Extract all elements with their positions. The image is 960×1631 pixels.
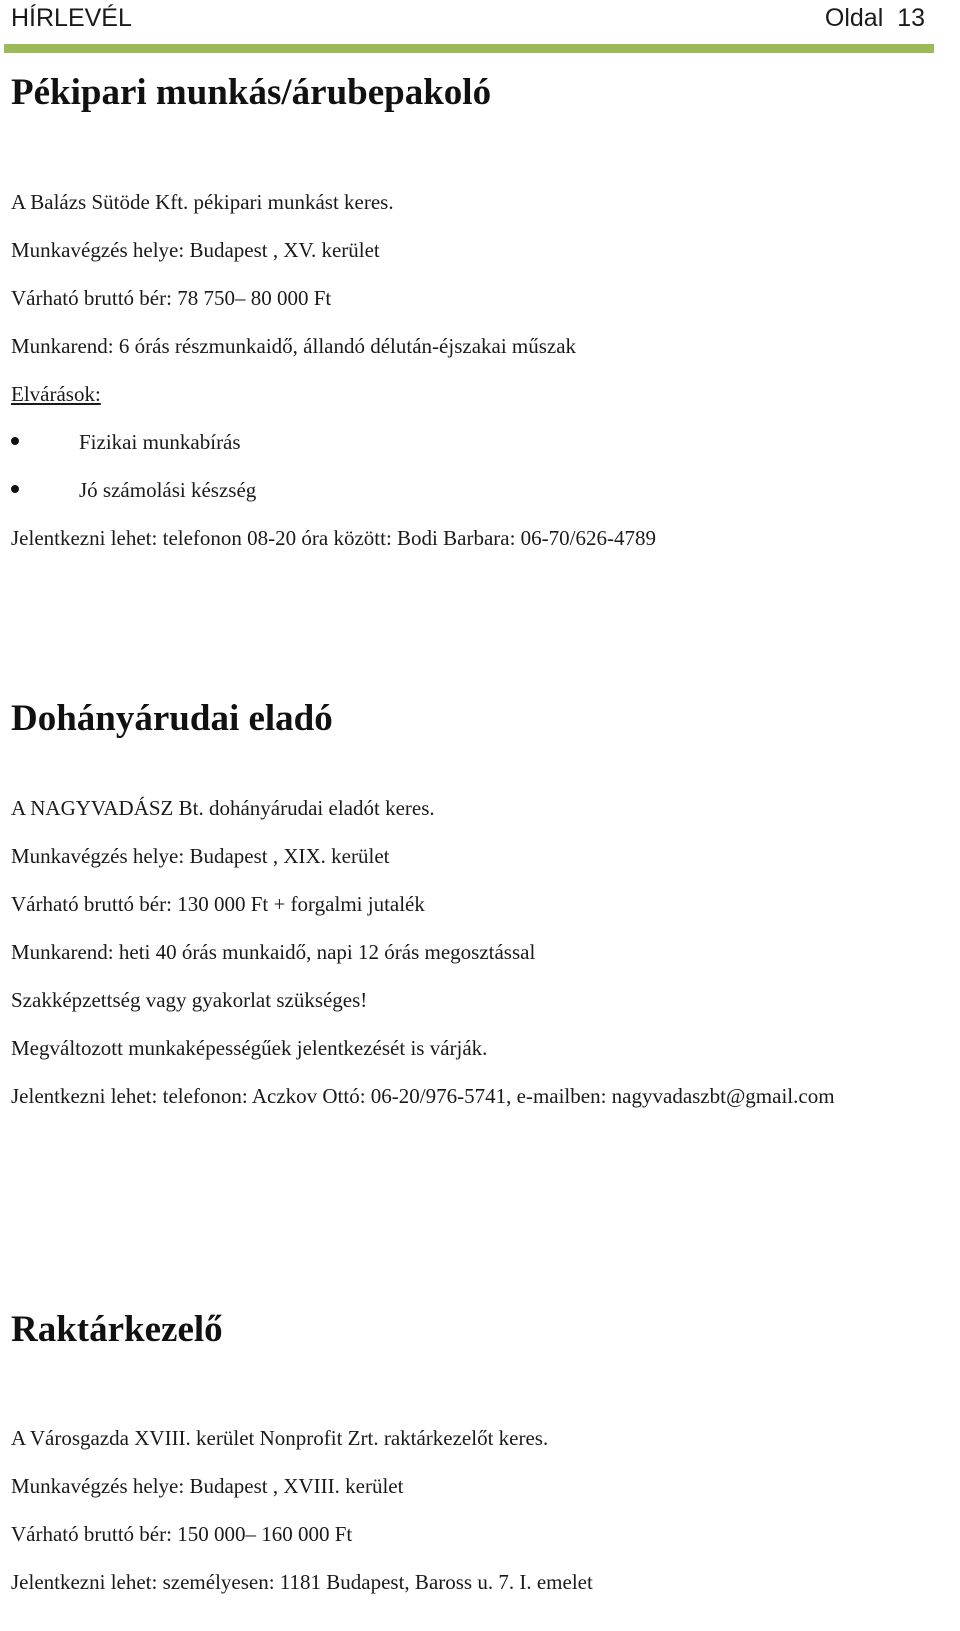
job-schedule: Munkarend: 6 órás részmunkaidő, állandó délután-éjszakai műszak	[11, 334, 577, 358]
job-note: Szakképzettség vagy gyakorlat szükséges!	[11, 988, 368, 1012]
job-location: Munkavégzés helye: Budapest , XIX. kerület	[11, 844, 390, 868]
job-listing-bakery	[11, 71, 956, 562]
job-salary: Várható bruttó bér: 130 000 Ft + forgalmi jutalék	[11, 892, 425, 916]
job-listing-tobacco	[11, 697, 956, 1120]
page-indicator	[825, 4, 925, 33]
list-item: Fizikai munkabírás	[11, 418, 956, 466]
list-item: Jó számolási készség	[11, 466, 956, 514]
job-title: Pékipari munkás/árubepakoló	[11, 72, 492, 113]
job-company: A Városgazda XVIII. kerület Nonprofit Zrt. raktárkezelőt keres.	[11, 1426, 549, 1450]
job-title: Dohányárudai eladó	[11, 698, 333, 739]
job-location: Munkavégzés helye: Budapest , XV. kerület	[11, 238, 380, 262]
job-contact: Jelentkezni lehet: személyesen: 1181 Budapest, Baross u. 7. I. emelet	[11, 1570, 593, 1594]
bullet-icon	[11, 437, 19, 445]
page-label: Oldal	[824, 4, 884, 32]
page-number: 13	[897, 4, 925, 32]
job-note: Megváltozott munkaképességűek jelentkezését is várják.	[11, 1036, 488, 1060]
job-salary: Várható bruttó bér: 78 750– 80 000 Ft	[11, 286, 332, 310]
job-salary: Várható bruttó bér: 150 000– 160 000 Ft	[11, 1522, 353, 1546]
job-contact: Jelentkezni lehet: telefonon 08-20 óra között: Bodi Barbara: 06-70/626-4789	[11, 526, 656, 550]
job-location: Munkavégzés helye: Budapest , XVIII. kerület	[11, 1474, 404, 1498]
requirements-list	[11, 418, 956, 514]
job-company: A NAGYVADÁSZ Bt. dohányárudai eladót keres.	[11, 796, 435, 820]
newsletter-title: HÍRLEVÉL	[11, 4, 132, 32]
job-title: Raktárkezelő	[11, 1309, 223, 1350]
job-listing-warehouse	[11, 1308, 956, 1606]
header-divider	[4, 44, 934, 53]
job-schedule: Munkarend: heti 40 órás munkaidő, napi 12 órás megosztással	[11, 940, 536, 964]
job-contact: Jelentkezni lehet: telefonon: Aczkov Ottó: 06-20/976-5741, e-mailben: nagyvadaszbt@gmail.com	[11, 1084, 835, 1108]
job-company: A Balázs Sütöde Kft. pékipari munkást keres.	[11, 190, 394, 214]
page-header	[0, 0, 960, 48]
requirements-label: Elvárások:	[11, 382, 101, 406]
bullet-icon	[11, 485, 19, 493]
